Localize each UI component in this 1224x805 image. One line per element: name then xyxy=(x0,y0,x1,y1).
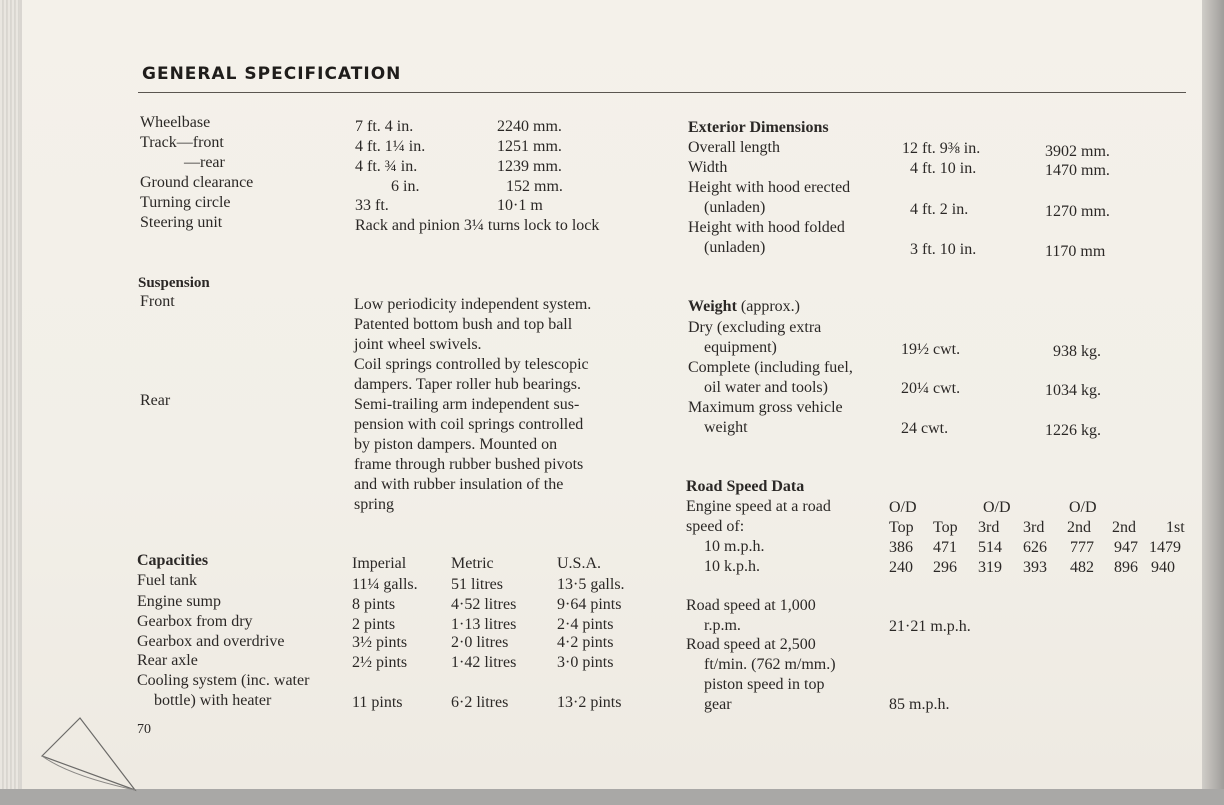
suspension-line: Patented bottom bush and top ball xyxy=(354,316,573,333)
kph-value: 482 xyxy=(1070,559,1094,576)
value-road-speed-piston: 85 m.p.h. xyxy=(889,696,950,713)
gear-header: 3rd xyxy=(978,519,1000,536)
mph-value: 626 xyxy=(1023,539,1047,556)
capacities-header-metric: Metric xyxy=(451,555,494,572)
mph-value: 1479 xyxy=(1149,539,1181,556)
capacities-header-usa: U.S.A. xyxy=(557,555,602,572)
capacities-row-metric: 51 litres xyxy=(451,576,503,593)
gear-header: 2nd xyxy=(1112,519,1136,536)
value-height-hood-erected-metric: 1270 mm. xyxy=(1045,203,1110,220)
label-weight-dry-2: equipment) xyxy=(704,339,777,356)
mph-value: 471 xyxy=(933,539,957,556)
capacities-title: Capacities xyxy=(137,552,209,569)
value-weight-complete-metric: 1034 kg. xyxy=(1045,382,1101,399)
capacities-row-label: Engine sump xyxy=(137,593,221,610)
value-turning-circle-imperial: 33 ft. xyxy=(355,197,389,214)
capacities-row-label: Gearbox and overdrive xyxy=(137,633,285,650)
capacities-row-metric: 4·52 litres xyxy=(451,596,517,613)
label-height-hood-erected-2: (unladen) xyxy=(704,199,766,216)
page-stack-edge xyxy=(0,0,20,805)
page-number: 70 xyxy=(137,722,151,737)
capacities-row-metric: 1·13 litres xyxy=(451,616,517,633)
value-wheelbase-imperial: 7 ft. 4 in. xyxy=(355,118,414,135)
road-speed-label-2: speed of: xyxy=(686,518,745,535)
value-ground-clearance-imperial: 6 in. xyxy=(391,178,420,195)
gear-header: 3rd xyxy=(1023,519,1045,536)
kph-value: 896 xyxy=(1114,559,1138,576)
value-track-rear-metric: 1239 mm. xyxy=(497,158,562,175)
kph-label: 10 k.p.h. xyxy=(704,558,760,575)
label-road-speed-piston-3: piston speed in top xyxy=(704,676,825,693)
capacities-row-usa: 2·4 pints xyxy=(557,616,614,633)
value-overall-length-imperial: 12 ft. 9⅜ in. xyxy=(902,140,981,157)
value-weight-max-imperial: 24 cwt. xyxy=(901,420,949,437)
label-weight-dry: Dry (excluding extra xyxy=(688,319,822,336)
od-header: O/D xyxy=(889,499,917,516)
label-road-speed-piston-2: ft/min. (762 m/mm.) xyxy=(704,656,836,673)
value-width-imperial: 4 ft. 10 in. xyxy=(910,160,977,177)
mph-value: 947 xyxy=(1114,539,1138,556)
value-height-hood-erected-imperial: 4 ft. 2 in. xyxy=(910,201,969,218)
value-height-hood-folded-metric: 1170 mm xyxy=(1045,243,1106,260)
value-weight-dry-metric: 938 kg. xyxy=(1053,343,1101,360)
label-height-hood-folded: Height with hood folded xyxy=(688,219,845,236)
gear-header: Top xyxy=(889,519,914,536)
value-width-metric: 1470 mm. xyxy=(1045,162,1110,179)
suspension-line: pension with coil springs controlled xyxy=(354,416,584,433)
book-spine-shadow xyxy=(1202,0,1224,805)
value-track-front-metric: 1251 mm. xyxy=(497,138,562,155)
suspension-title: Suspension xyxy=(138,275,210,291)
capacities-row-usa: 13·5 galls. xyxy=(557,576,625,593)
capacities-row-label: Gearbox from dry xyxy=(137,613,253,630)
value-overall-length-metric: 3902 mm. xyxy=(1045,143,1110,160)
mph-value: 777 xyxy=(1070,539,1094,556)
value-weight-complete-imperial: 20¼ cwt. xyxy=(901,380,961,397)
value-weight-max-metric: 1226 kg. xyxy=(1045,422,1101,439)
capacities-row-metric: 2·0 litres xyxy=(451,634,509,651)
capacities-header-imperial: Imperial xyxy=(352,555,407,572)
label-road-speed-rpm: Road speed at 1,000 xyxy=(686,597,816,614)
capacities-cooling-imperial: 11 pints xyxy=(352,694,403,711)
suspension-line: Low periodicity independent system. xyxy=(354,296,592,313)
mph-value: 514 xyxy=(978,539,1002,556)
page-heading: GENERAL SPECIFICATION xyxy=(142,64,402,84)
capacities-cooling-usa: 13·2 pints xyxy=(557,694,622,711)
label-steering-unit: Steering unit xyxy=(140,214,223,231)
capacities-row-metric: 1·42 litres xyxy=(451,654,517,671)
label-wheelbase: Wheelbase xyxy=(140,114,211,131)
value-turning-circle-metric: 10·1 m xyxy=(497,197,543,214)
suspension-rear-label: Rear xyxy=(140,392,171,409)
label-track-rear: —rear xyxy=(184,154,225,171)
mph-value: 386 xyxy=(889,539,913,556)
label-height-hood-erected: Height with hood erected xyxy=(688,179,851,196)
kph-value: 240 xyxy=(889,559,913,576)
label-track-front: Track—front xyxy=(140,134,224,151)
gear-header: Top xyxy=(933,519,958,536)
suspension-line: by piston dampers. Mounted on xyxy=(354,436,558,453)
capacities-row-label: Fuel tank xyxy=(137,572,197,589)
value-height-hood-folded-imperial: 3 ft. 10 in. xyxy=(910,241,977,258)
capacities-row-imperial: 8 pints xyxy=(352,596,396,613)
folded-corner-mark xyxy=(40,716,150,796)
capacities-row-label: Rear axle xyxy=(137,652,198,669)
label-weight-max-2: weight xyxy=(704,419,748,436)
bottom-shadow xyxy=(0,789,1224,805)
suspension-line: dampers. Taper roller hub bearings. xyxy=(354,376,581,393)
od-header: O/D xyxy=(1069,499,1097,516)
label-weight-max: Maximum gross vehicle xyxy=(688,399,843,416)
label-overall-length: Overall length xyxy=(688,139,780,156)
weight-title-bold: Weight xyxy=(688,298,737,315)
mph-label: 10 m.p.h. xyxy=(704,538,765,555)
capacities-cooling-metric: 6·2 litres xyxy=(451,694,509,711)
road-speed-label: Engine speed at a road xyxy=(686,498,831,515)
label-road-speed-piston-4: gear xyxy=(704,696,732,713)
capacities-row-usa: 3·0 pints xyxy=(557,654,614,671)
value-steering-unit: Rack and pinion 3¼ turns lock to lock xyxy=(355,217,600,234)
kph-value: 940 xyxy=(1151,559,1175,576)
value-wheelbase-metric: 2240 mm. xyxy=(497,118,562,135)
capacities-row-imperial: 11¼ galls. xyxy=(352,576,418,593)
label-weight-complete-2: oil water and tools) xyxy=(704,379,828,396)
gear-header: 1st xyxy=(1166,519,1185,536)
capacities-row-imperial: 2 pints xyxy=(352,616,396,633)
weight-title xyxy=(688,297,800,317)
capacities-row-imperial: 3½ pints xyxy=(352,634,408,651)
heading-rule xyxy=(138,92,1186,93)
suspension-line: Coil springs controlled by telescopic xyxy=(354,356,589,373)
suspension-line: frame through rubber bushed pivots xyxy=(354,456,584,473)
capacities-row-usa: 9·64 pints xyxy=(557,596,622,613)
label-road-speed-piston: Road speed at 2,500 xyxy=(686,636,816,653)
suspension-line: joint wheel swivels. xyxy=(354,336,482,353)
label-road-speed-rpm-2: r.p.m. xyxy=(704,617,741,634)
suspension-line: Semi-trailing arm independent sus- xyxy=(354,396,580,413)
road-speed-title: Road Speed Data xyxy=(686,478,805,495)
value-weight-dry-imperial: 19½ cwt. xyxy=(901,341,961,358)
value-track-rear-imperial: 4 ft. ¾ in. xyxy=(355,158,418,175)
label-weight-complete: Complete (including fuel, xyxy=(688,359,853,376)
suspension-front-label: Front xyxy=(140,293,175,310)
value-road-speed-rpm: 21·21 m.p.h. xyxy=(889,618,971,635)
label-width: Width xyxy=(688,159,728,176)
kph-value: 296 xyxy=(933,559,957,576)
weight-title-rest: (approx.) xyxy=(736,298,800,315)
capacities-row-imperial: 2½ pints xyxy=(352,654,408,671)
capacities-cooling-label: Cooling system (inc. water xyxy=(137,672,310,689)
label-turning-circle: Turning circle xyxy=(140,194,231,211)
label-ground-clearance: Ground clearance xyxy=(140,174,254,191)
label-height-hood-folded-2: (unladen) xyxy=(704,239,766,256)
exterior-title: Exterior Dimensions xyxy=(688,119,829,136)
value-track-front-imperial: 4 ft. 1¼ in. xyxy=(355,138,426,155)
suspension-line: spring xyxy=(354,496,394,513)
value-ground-clearance-metric: 152 mm. xyxy=(506,178,563,195)
capacities-cooling-label-2: bottle) with heater xyxy=(154,692,272,709)
capacities-row-usa: 4·2 pints xyxy=(557,634,614,651)
kph-value: 319 xyxy=(978,559,1002,576)
gear-header: 2nd xyxy=(1067,519,1091,536)
kph-value: 393 xyxy=(1023,559,1047,576)
suspension-line: and with rubber insulation of the xyxy=(354,476,564,493)
od-header: O/D xyxy=(983,499,1011,516)
